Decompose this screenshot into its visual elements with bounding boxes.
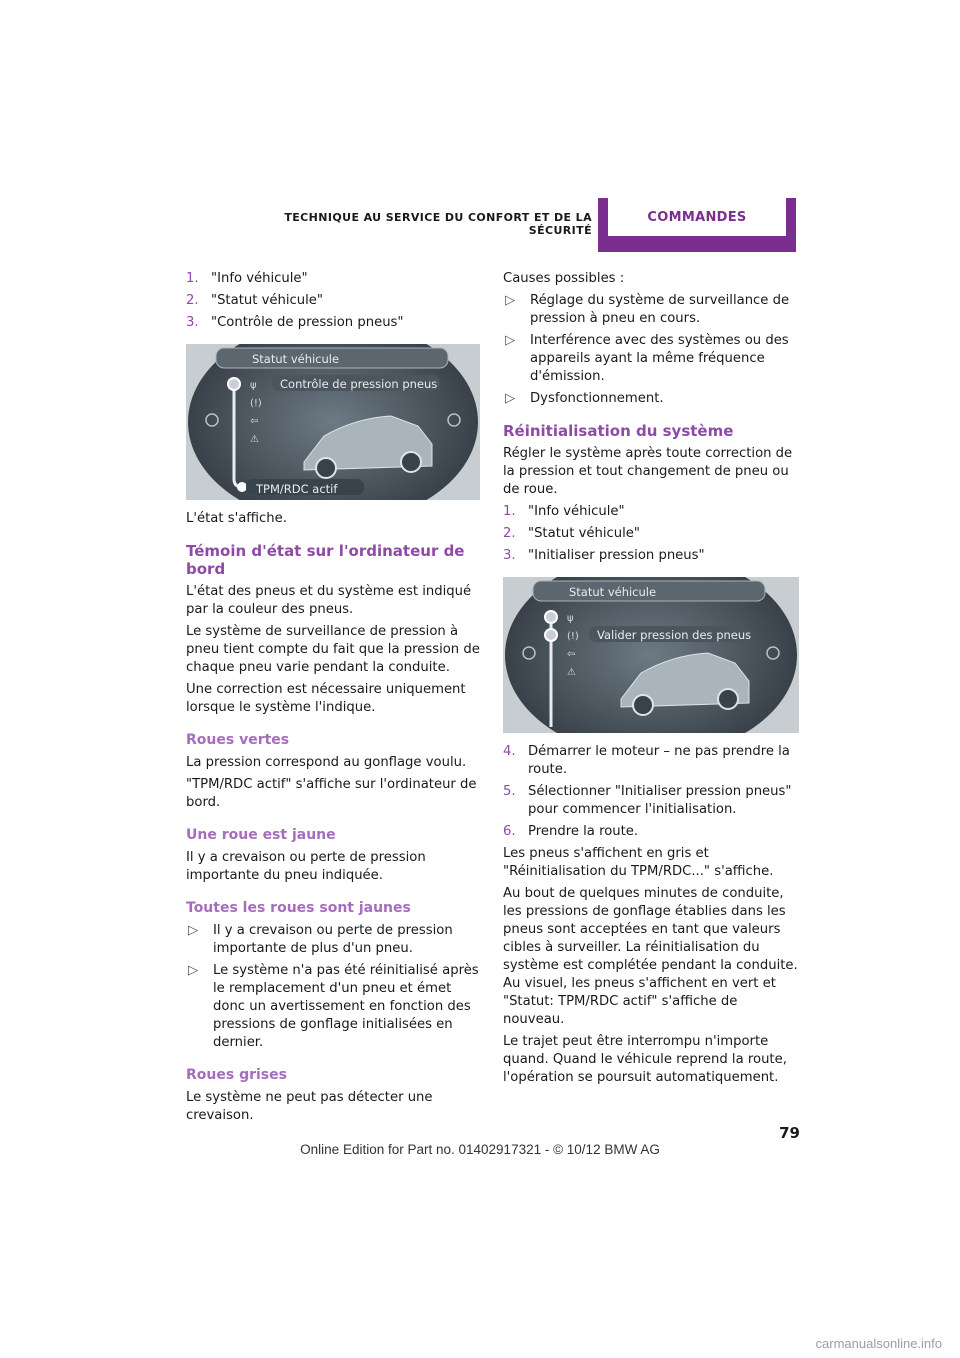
- step-number: 4.: [503, 744, 516, 759]
- bullet-item: [186, 962, 480, 1052]
- bullet-text: Le système n'a pas été réinitialisé après le remplacement d'un pneu et émet donc un avertissement en fonction des pressions de gonflage initialisées en dernier.: [213, 963, 479, 1050]
- heading-all-yellow-wheels: Toutes les roues sont jaunes: [186, 900, 411, 916]
- watermark: carmanualsonline.info: [815, 1336, 942, 1351]
- paragraph: Il y a crevaison ou perte de pression importante du pneu indiquée.: [186, 850, 426, 883]
- bullet-item: [186, 922, 480, 958]
- tire-pressure-status-figure: [186, 344, 480, 500]
- bullet-marker: ▷: [188, 963, 199, 978]
- figure-header-label: Statut véhicule: [252, 352, 340, 366]
- figure-menu-item: Contrôle de pression pneus: [280, 377, 438, 391]
- svg-text:ψ: ψ: [567, 613, 574, 624]
- chapter-tab: [598, 198, 796, 252]
- paragraph: Les pneus s'affichent en gris et "Réinitialisation du TPM/RDC..." s'affiche.: [503, 846, 774, 879]
- paragraph: "TPM/RDC actif" s'affiche sur l'ordinateur de bord.: [186, 777, 477, 810]
- step-number: 5.: [503, 784, 516, 799]
- heading-status-indicator: Témoin d'état sur l'ordinateur de bord: [186, 542, 465, 578]
- paragraph: L'état des pneus et du système est indiqué par la couleur des pneus.: [186, 584, 472, 617]
- step-text: "Statut véhicule": [211, 293, 323, 308]
- paragraph: Le trajet peut être interrompu n'importe quand. Quand le véhicule reprend la route, l'opération se poursuit automatiquement.: [503, 1034, 787, 1085]
- step-item: [186, 314, 480, 332]
- step-number: 2.: [186, 293, 199, 308]
- chapter-tab-label: COMMANDES: [608, 198, 786, 236]
- step-item: [503, 503, 799, 521]
- paragraph: Causes possibles :: [503, 271, 625, 286]
- step-number: 1.: [186, 271, 199, 286]
- paragraph: Au bout de quelques minutes de conduite, les pressions de gonflage établies dans les pneus sont acceptées en tant que valeurs cibles à surveiller. La réinitialisation du système est complétée pendant la conduite. Au visuel, les pneus s'affichent en vert et "Statut: TPM/RDC actif" s'affiche de nouveau.: [503, 886, 798, 1027]
- heading-green-wheels: Roues vertes: [186, 732, 290, 748]
- bullet-item: [503, 332, 799, 386]
- step-item: [186, 270, 480, 288]
- step-item: [503, 547, 799, 565]
- bullet-marker: ▷: [505, 333, 516, 348]
- step-text: "Statut véhicule": [528, 526, 640, 541]
- figure-status-label: TPM/RDC actif: [256, 482, 338, 496]
- page-number: 79: [779, 1124, 800, 1142]
- bullet-text: Réglage du système de surveillance de pression à pneu en cours.: [530, 293, 790, 326]
- paragraph: Le système ne peut pas détecter une crevaison.: [186, 1090, 433, 1123]
- step-number: 6.: [503, 824, 516, 839]
- bullet-item: [503, 292, 799, 328]
- step-text: "Info véhicule": [211, 271, 308, 286]
- footer-edition-note: Online Edition for Part no. 01402917321 - © 10/12 BMW AG: [300, 1142, 660, 1157]
- svg-text:⚠: ⚠: [250, 434, 259, 445]
- step-item: [503, 823, 799, 841]
- figure-caption: L'état s'affiche.: [186, 511, 287, 526]
- step-number: 3.: [186, 315, 199, 330]
- heading-one-yellow-wheel: Une roue est jaune: [186, 827, 336, 843]
- paragraph: La pression correspond au gonflage voulu.: [186, 755, 467, 770]
- step-number: 2.: [503, 526, 516, 541]
- paragraph: Régler le système après toute correction de la pression et tout changement de pneu ou de roue.: [503, 446, 793, 497]
- step-text: "Contrôle de pression pneus": [211, 315, 404, 330]
- step-text: "Info véhicule": [528, 504, 625, 519]
- step-text: Démarrer le moteur – ne pas prendre la route.: [528, 744, 790, 777]
- step-number: 3.: [503, 548, 516, 563]
- step-item: [503, 783, 799, 819]
- step-item: [503, 743, 799, 779]
- svg-text:(!): (!): [567, 631, 579, 642]
- heading-system-reset: Réinitialisation du système: [503, 422, 734, 440]
- tire-pressure-reset-figure: [503, 577, 799, 733]
- bullet-marker: ▷: [505, 391, 516, 406]
- bullet-text: Interférence avec des systèmes ou des appareils ayant la même fréquence d'émission.: [530, 333, 789, 384]
- figure-header-label: Statut véhicule: [569, 585, 657, 599]
- paragraph: Le système de surveillance de pression à pneu tient compte du fait que la pression de chaque pneu varie pendant la conduite.: [186, 624, 480, 675]
- figure-menu-item: Valider pression des pneus: [597, 628, 752, 642]
- bullet-marker: ▷: [505, 293, 516, 308]
- step-text: "Initialiser pression pneus": [528, 548, 705, 563]
- bullet-item: [503, 390, 799, 408]
- svg-text:(!): (!): [250, 398, 262, 409]
- step-text: Sélectionner "Initialiser pression pneus" pour commencer l'initialisation.: [528, 784, 792, 817]
- heading-grey-wheels: Roues grises: [186, 1067, 287, 1083]
- paragraph: Une correction est nécessaire uniquement lorsque le système l'indique.: [186, 682, 466, 715]
- right-column: [503, 270, 799, 1091]
- bullet-text: Il y a crevaison ou perte de pression importante de plus d'un pneu.: [213, 923, 453, 956]
- step-number: 1.: [503, 504, 516, 519]
- bullet-text: Dysfonctionnement.: [530, 391, 664, 406]
- svg-text:⚠: ⚠: [567, 667, 576, 678]
- bullet-marker: ▷: [188, 923, 199, 938]
- left-column: [186, 270, 480, 1129]
- step-item: [503, 525, 799, 543]
- step-item: [186, 292, 480, 310]
- step-text: Prendre la route.: [528, 824, 639, 839]
- svg-text:⇦: ⇦: [567, 649, 576, 660]
- svg-text:⇦: ⇦: [250, 416, 259, 427]
- section-title: TECHNIQUE AU SERVICE DU CONFORT ET DE LA SÉCURITÉ: [284, 211, 592, 237]
- svg-text:ψ: ψ: [250, 380, 257, 391]
